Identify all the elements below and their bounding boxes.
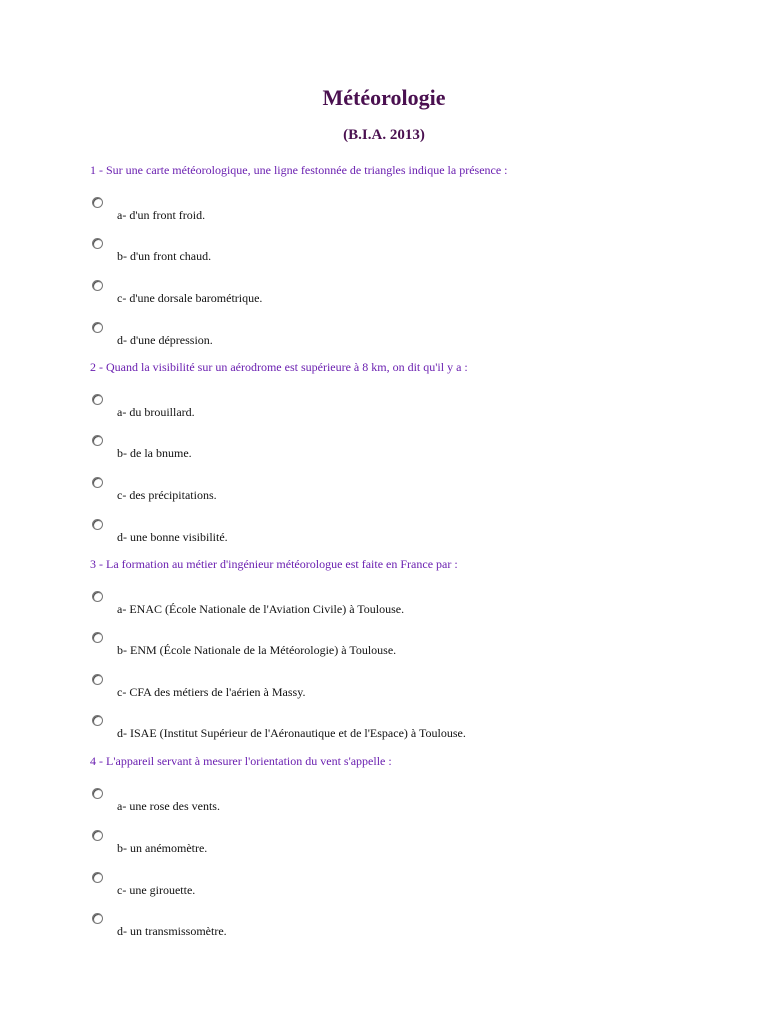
question-1-option-d[interactable] bbox=[92, 322, 692, 352]
question-4-option-a[interactable] bbox=[92, 788, 692, 818]
radio-button-icon[interactable] bbox=[92, 519, 103, 530]
radio-button-icon[interactable] bbox=[92, 830, 103, 841]
radio-button-icon[interactable] bbox=[92, 435, 103, 446]
option-label: a- d'un front froid. bbox=[117, 208, 206, 222]
radio-button-icon[interactable] bbox=[92, 322, 103, 333]
option-label: c- d'une dorsale barométrique. bbox=[117, 291, 263, 305]
question-1-option-b[interactable] bbox=[92, 238, 692, 268]
question-1-option-c[interactable] bbox=[92, 280, 692, 310]
question-3-text: 3 - La formation au métier d'ingénieur météorologue est faite en France par : bbox=[90, 557, 458, 571]
option-label: d- une bonne visibilité. bbox=[117, 530, 228, 544]
radio-button-icon[interactable] bbox=[92, 674, 103, 685]
option-label: a- du brouillard. bbox=[117, 405, 195, 419]
question-2-option-d[interactable] bbox=[92, 519, 692, 549]
option-label: d- un transmissomètre. bbox=[117, 924, 227, 938]
radio-button-icon[interactable] bbox=[92, 913, 103, 924]
question-1-text: 1 - Sur une carte météorologique, une ligne festonnée de triangles indique la présence : bbox=[90, 163, 508, 177]
question-3-option-d[interactable] bbox=[92, 715, 692, 745]
radio-button-icon[interactable] bbox=[92, 872, 103, 883]
option-label: b- de la bnume. bbox=[117, 446, 192, 460]
question-2-text: 2 - Quand la visibilité sur un aérodrome est supérieure à 8 km, on dit qu'il y a : bbox=[90, 360, 468, 374]
option-label: b- ENM (École Nationale de la Météorologie) à Toulouse. bbox=[117, 643, 397, 657]
question-4-text: 4 - L'appareil servant à mesurer l'orientation du vent s'appelle : bbox=[90, 754, 392, 768]
option-label: b- d'un front chaud. bbox=[117, 249, 212, 263]
option-label: c- CFA des métiers de l'aérien à Massy. bbox=[117, 685, 306, 699]
radio-button-icon[interactable] bbox=[92, 280, 103, 291]
radio-button-icon[interactable] bbox=[92, 477, 103, 488]
option-label: c- des précipitations. bbox=[117, 488, 217, 502]
question-3-option-a[interactable] bbox=[92, 591, 692, 621]
question-1-option-a[interactable] bbox=[92, 197, 692, 227]
question-2-option-a[interactable] bbox=[92, 394, 692, 424]
radio-button-icon[interactable] bbox=[92, 591, 103, 602]
radio-button-icon[interactable] bbox=[92, 788, 103, 799]
page-title: Météorologie bbox=[322, 85, 446, 110]
radio-button-icon[interactable] bbox=[92, 632, 103, 643]
option-label: b- un anémomètre. bbox=[117, 841, 208, 855]
option-label: c- une girouette. bbox=[117, 883, 196, 897]
radio-button-icon[interactable] bbox=[92, 715, 103, 726]
question-4-option-d[interactable] bbox=[92, 913, 692, 943]
option-label: d- d'une dépression. bbox=[117, 333, 213, 347]
question-3-option-b[interactable] bbox=[92, 632, 692, 662]
option-label: d- ISAE (Institut Supérieur de l'Aéronautique et de l'Espace) à Toulouse. bbox=[117, 726, 466, 740]
question-4-option-c[interactable] bbox=[92, 872, 692, 902]
question-2-option-b[interactable] bbox=[92, 435, 692, 465]
question-4-option-b[interactable] bbox=[92, 830, 692, 860]
option-label: a- ENAC (École Nationale de l'Aviation Civile) à Toulouse. bbox=[117, 602, 405, 616]
question-2-option-c[interactable] bbox=[92, 477, 692, 507]
option-label: a- une rose des vents. bbox=[117, 799, 220, 813]
question-3-option-c[interactable] bbox=[92, 674, 692, 704]
page-subtitle: (B.I.A. 2013) bbox=[343, 127, 425, 143]
radio-button-icon[interactable] bbox=[92, 197, 103, 208]
radio-button-icon[interactable] bbox=[92, 238, 103, 249]
radio-button-icon[interactable] bbox=[92, 394, 103, 405]
